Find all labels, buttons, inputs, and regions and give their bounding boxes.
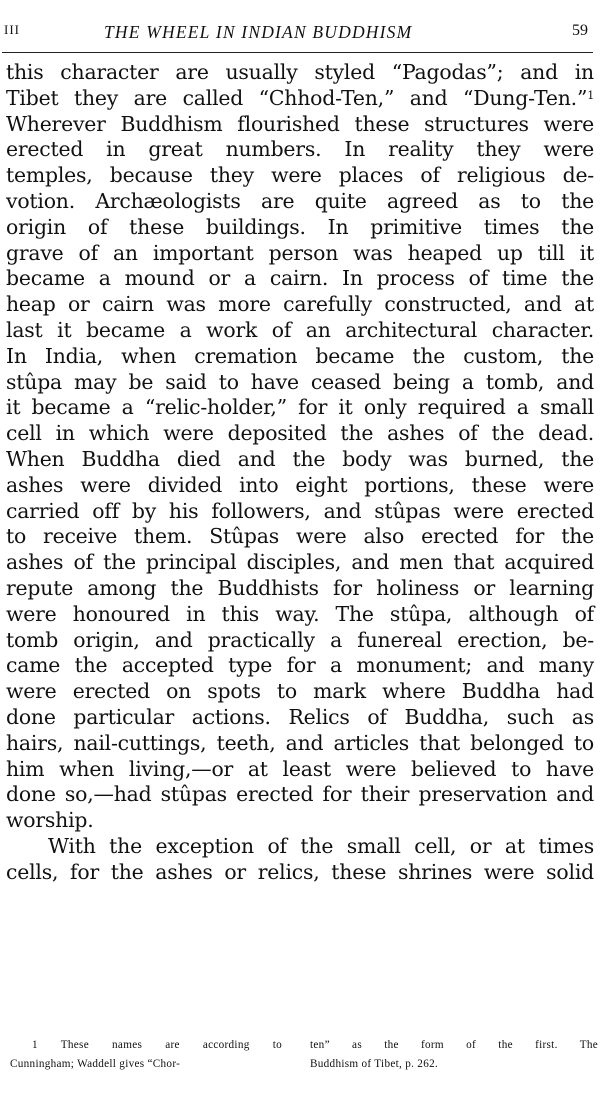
text-line: votion. Archæologists are quite agreed as to the: [6, 188, 594, 213]
text-line: grave of an important person was heaped up till it: [6, 240, 594, 265]
text-line: done so,—had stûpas erected for their preservation and: [6, 782, 594, 807]
text-line: carried off by his followers, and stûpas were erected: [6, 498, 594, 523]
running-header: [4, 22, 590, 48]
text-line: to receive them. Stûpas were also erected for the: [6, 524, 594, 549]
text-line: Wherever Buddhism flourished these structures were: [6, 111, 594, 136]
text-line-content: Tibet they are called “Chhod-Ten,” and “Dung-Ten.”: [6, 85, 588, 110]
footnote-line: ten” as the form of the first. The: [310, 1039, 598, 1051]
text-line: it became a “relic-holder,” for it only required a small: [6, 395, 594, 420]
text-line: him when living,—or at least were believed to have: [6, 756, 594, 781]
text-line: cells, for the ashes or relics, these shrines were solid: [6, 859, 594, 884]
footnote-line: 1 These names are according to: [32, 1039, 282, 1051]
header-rule: [2, 52, 593, 53]
text-line: last it became a work of an architectural character.: [6, 317, 594, 342]
text-line: heap or cairn was more carefully constructed, and at: [6, 292, 594, 317]
text-line: came the accepted type for a monument; and many: [6, 653, 594, 678]
text-line: this character are usually styled “Pagodas”; and in: [6, 60, 594, 84]
text-line-paragraph-start: With the exception of the small cell, or at times: [48, 833, 594, 858]
chapter-number: III: [4, 22, 20, 37]
footnote-column-right: [310, 1036, 598, 1074]
footnote-column-left: [10, 1036, 282, 1074]
page-number: 59: [572, 22, 588, 39]
body-text: [6, 60, 594, 886]
text-line: ashes of the principal disciples, and men that acquired: [6, 550, 594, 575]
text-line: hairs, nail-cuttings, teeth, and articles that belonged to: [6, 730, 594, 755]
text-line: were honoured in this way. The stûpa, although of: [6, 601, 594, 626]
text-line: In India, when cremation became the custom, the: [6, 343, 594, 368]
text-line: cell in which were deposited the ashes of the dead.: [6, 421, 594, 446]
text-line: ashes were divided into eight portions, these were: [6, 472, 594, 497]
text-line: temples, because they were places of religious de-: [6, 163, 594, 188]
text-line: When Buddha died and the body was burned, the: [6, 446, 594, 471]
text-line: tomb origin, and practically a funereal erection, be-: [6, 627, 594, 652]
text-line: origin of these buildings. In primitive times the: [6, 214, 594, 239]
text-line: erected in great numbers. In reality they were: [6, 137, 594, 162]
text-line: were erected on spots to mark where Buddha had: [6, 679, 594, 704]
text-line-paragraph-end: worship.: [6, 808, 94, 833]
footnote-marker: 1: [587, 88, 594, 102]
text-line: done particular actions. Relics of Buddha, such as: [6, 704, 594, 729]
running-title: THE WHEEL IN INDIAN BUDDHISM: [104, 22, 413, 42]
footnote-line: Buddhism of Tibet, p. 262.: [310, 1058, 439, 1070]
footnote-line: Cunningham; Waddell gives “Chor-: [10, 1058, 181, 1070]
text-line-with-footnote: [6, 86, 594, 112]
text-line: repute among the Buddhists for holiness or learning: [6, 575, 594, 600]
text-line: became a mound or a cairn. In process of time the: [6, 266, 594, 291]
text-line: stûpa may be said to have ceased being a tomb, and: [6, 369, 594, 394]
